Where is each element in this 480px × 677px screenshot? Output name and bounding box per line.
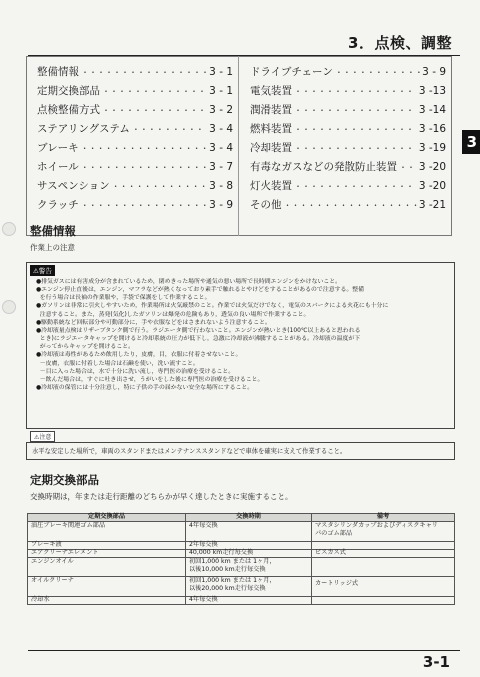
toc-entry[interactable] (250, 64, 446, 83)
toc-entry[interactable] (37, 121, 233, 140)
toc-leader (294, 143, 417, 154)
caution-text: 水平な安定した場所で，車両のスタンドまたはメンテナンススタンドなどで車体を確実に支えて作業すること。 (32, 448, 347, 455)
toc-entry-page: 3 - 9 (422, 66, 446, 78)
toc-entry-page: 3 - 8 (209, 180, 233, 192)
page-number: 3-1 (422, 653, 450, 671)
toc-entry[interactable] (250, 102, 446, 121)
table-cell: 4年毎交換 (189, 596, 218, 603)
table-cell: 4年毎交換 (189, 522, 218, 529)
toc-leader (81, 200, 207, 211)
toc-entry-label: 有毒なガスなどの発散防止装置 (250, 161, 397, 173)
toc-entry-label: 燃料装置 (250, 123, 292, 135)
toc-entry[interactable] (250, 159, 446, 178)
toc-leader (81, 143, 208, 154)
subsection-title-precautions: 作業上の注意 (30, 243, 75, 252)
toc-entry-page: 3 - 4 (209, 142, 233, 154)
toc-entry-page: 3 -14 (418, 104, 446, 116)
binder-hole (2, 222, 16, 236)
table-cell: 2年毎交換 (189, 541, 218, 548)
toc-leader (399, 162, 417, 173)
toc-entry-page: 3 -13 (418, 85, 446, 97)
toc-entry-label: サスペンション (37, 180, 110, 192)
table-cell: マスタシリンダカップおよびディスクキャリ パのゴム部品 (315, 522, 438, 537)
caution-label: ⚠注意 (30, 431, 55, 442)
toc-entry[interactable] (37, 102, 233, 121)
section-title-service-info: 整備情報 (30, 224, 76, 238)
table-cell: ビスカス式 (315, 549, 346, 556)
toc-entry-label: 冷却装置 (250, 142, 292, 154)
toc-entry-label: 定期交換部品 (37, 85, 100, 97)
footer-rule (28, 650, 460, 651)
toc-entry[interactable] (250, 140, 446, 159)
table-cell: 油圧ブレーキ関連ゴム部品 (31, 522, 106, 529)
toc-entry[interactable] (37, 83, 233, 102)
toc-entry-label: ドライブチェーン (250, 66, 333, 78)
toc-entry[interactable] (37, 197, 233, 216)
toc-leader (294, 124, 417, 135)
table-cell: エンジンオイル (31, 558, 74, 565)
toc-leader (112, 181, 208, 192)
toc-entry[interactable] (37, 159, 233, 178)
toc-entry[interactable] (250, 83, 446, 102)
toc-entry-label: クラッチ (37, 199, 79, 211)
binder-hole (2, 300, 16, 314)
toc-divider (238, 56, 239, 236)
table-cell: 初回1,000 km または 1ヶ月， 以後10,000 km走行毎交換 (189, 558, 276, 573)
table-cell: 40,000 km走行毎交換 (189, 549, 254, 556)
toc-entry[interactable] (250, 197, 446, 216)
toc-entry-label: 潤滑装置 (250, 104, 292, 116)
toc-entry[interactable] (250, 178, 446, 197)
toc-entry-label: ホイール (37, 161, 79, 173)
toc-leader (102, 105, 207, 116)
toc-entry[interactable] (37, 140, 233, 159)
toc-entry-label: 整備情報 (37, 66, 79, 78)
table-header-remarks: 備考 (376, 513, 390, 520)
table-cell: ブレーキ液 (31, 541, 62, 548)
toc-entry-page: 3 -20 (418, 161, 446, 173)
toc-entry-label: ブレーキ (37, 142, 79, 154)
toc-leader (294, 181, 417, 192)
toc-entry-page: 3 -16 (418, 123, 446, 135)
toc-entry-label: 灯火装置 (250, 180, 292, 192)
toc-leader (284, 200, 417, 211)
toc-leader (81, 67, 207, 78)
chapter-side-tab: 3 (462, 130, 480, 154)
toc-entry-label: その他 (250, 199, 282, 211)
toc-entry-page: 3 - 4 (209, 123, 233, 135)
table-cell: オイルクリーナ (31, 577, 74, 584)
table-cell: カートリッジ式 (315, 580, 359, 587)
toc-leader (81, 162, 207, 173)
toc-entry[interactable] (37, 64, 233, 83)
toc-right-column (250, 64, 446, 216)
table-header-interval: 交換時期 (236, 513, 261, 520)
toc-entry-page: 3 - 9 (209, 199, 233, 211)
toc-leader (132, 124, 207, 135)
toc-left-column (37, 64, 233, 216)
toc-entry-page: 3 - 1 (209, 66, 233, 78)
toc-entry[interactable] (250, 121, 446, 140)
warning-label: ⚠警告 (30, 265, 55, 276)
table-header-part: 定期交換部品 (87, 513, 126, 520)
toc-entry-page: 3 - 7 (209, 161, 233, 173)
chapter-title: 3．点検、調整 (348, 34, 452, 52)
toc-leader (294, 86, 417, 97)
section-title-replacement: 定期交換部品 (30, 473, 99, 487)
replacement-note: 交換時期は，年または走行距離のどちらかが早く達したときに実施すること。 (30, 492, 293, 501)
toc-entry-page: 3 -20 (418, 180, 446, 192)
table-cell: 冷却水 (31, 596, 50, 603)
table-cell: 初回1,000 km または 1ヶ月， 以後20,000 km走行毎交換 (189, 577, 276, 592)
toc-leader (335, 67, 420, 78)
toc-entry-page: 3 - 1 (209, 85, 233, 97)
toc-leader (102, 86, 207, 97)
toc-entry-page: 3 - 2 (209, 104, 233, 116)
warning-text: ●排気ガスには有害成分が含まれているため，閉めきった場所や通気の悪い場所で長時間エンジンをかけないこと。 ●エンジン停止直後は，エンジン，マフラなどが熱くなっており素手で触れるとやけどをすることがあるので注意する。整備 を行う場合は長袖の作業服や，手袋で保護をして作業すること。 ●ガソリンは非常に引火しやすいため，作業場所は火気厳禁のこと。作業では火気だけでなく，電気のスパークによる火花にも十分に 注意すること。また，蒸発(気化)したガソリンは爆発の危険もあり，透気の良い場所で作業すること。 ●駆動系統など回転部分や可動部分に，手や衣服などをはさまれないよう注意すること。 ●冷却液量点検はリザーブタンク側で行う。ラジエータ側で行わないこと。エンジンが熱いとき(100℃以上あると思われる とき)にラジエータキャップを開けると冷却系統の圧力が低下し，急激に冷却液が沸騰することがある。冷却液の温度が下 がってからキャップを開けること。 ●冷却液は毒性があるため飲用したり，皮膚，目，衣服に付着させないこと。 －皮膚，衣服に付着した場合は石鹸を使い，洗い流すこと。 －目に入った場合は，水で十分に洗い流し，専門医の治療を受けること。 －飲んだ場合は，すぐに吐き出させ，うがいをした後に専門医の治療を受けること。 ●冷却液の保管には十分注意し，特に子供の手の届かない安全な場所にすること。 (36, 279, 389, 392)
toc-entry-label: 電気装置 (250, 85, 292, 97)
table-cell: エアクリーナエレメント (31, 549, 99, 556)
toc-leader (294, 105, 417, 116)
toc-entry-label: ステアリングステム (37, 123, 130, 135)
toc-entry-page: 3 -21 (418, 199, 446, 211)
toc-entry-label: 点検整備方式 (37, 104, 100, 116)
toc-entry[interactable] (37, 178, 233, 197)
toc-entry-page: 3 -19 (418, 142, 446, 154)
